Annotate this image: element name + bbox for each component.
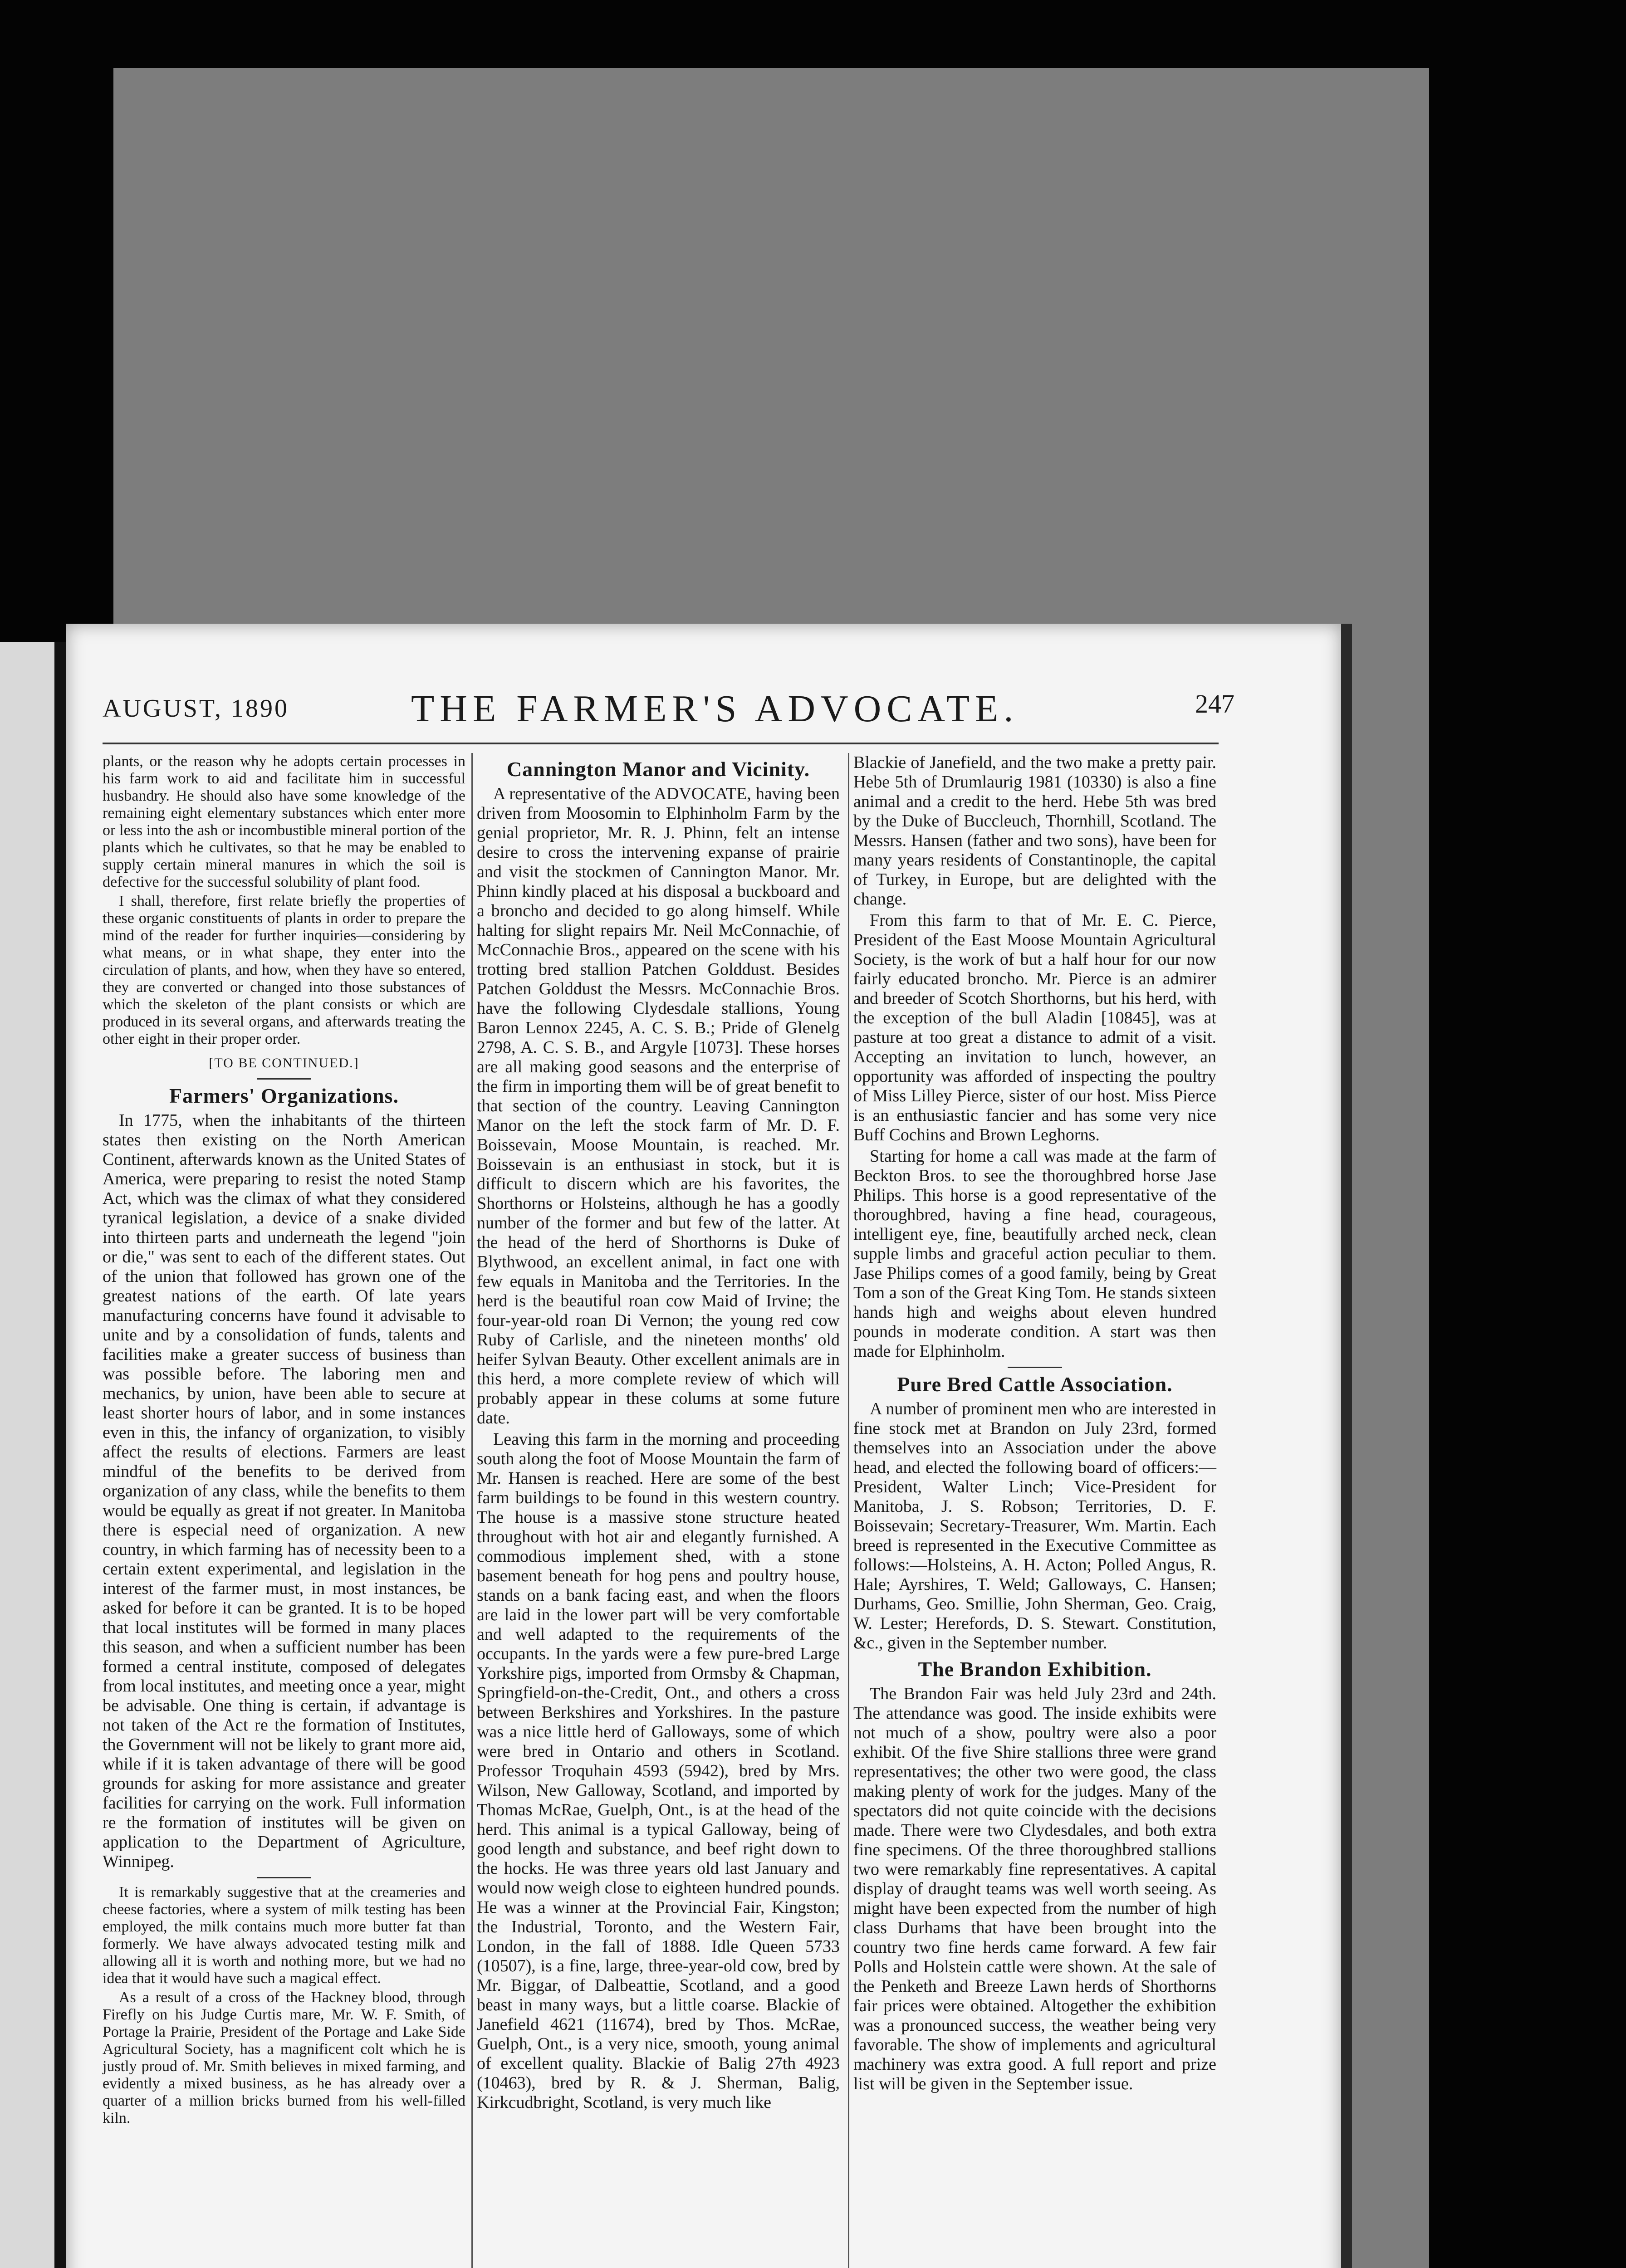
column-1 [103,753,465,2129]
article-heading: The Brandon Exhibition. [918,1657,1152,1681]
column-divider [848,753,849,2268]
article-paragraph: Starting for home a call was made at the farm of Beckton Bros. to see the thoroughbred horse Jase Philips. This horse is a good representative of the thoroughbred, having a fine head, courageous, intelligent eye, fine, beautifully arched neck, clean supple limbs and graceful action peculiar to them. Jase Philips comes of a good family, being by Great Tom a son of the Great King Tom. He stands sixteen hands high and weighs about eleven hundred pounds in moderate condition. A start was then made for Elphinholm. [853,1147,1216,1361]
article-heading: Farmers' Organizations. [169,1084,399,1107]
section-divider [257,1877,311,1878]
column-2 [477,753,840,2114]
page-gutter-shadow [54,642,66,2268]
page-edge-shadow [1341,624,1352,2268]
section-divider [257,1078,311,1080]
article-paragraph: The Brandon Fair was held July 23rd and 24th. The attendance was good. The inside exhibits were not much of a show, poultry were also a poor exhibit. Of the five Shire stallions three were grand representatives; the other two were good, the class making plenty of work for the judges. Many of the spectators did not quite coincide with the decisions made. There were two Clydesdales, and both extra fine specimens. Of the three thoroughbred stallions two were remarkably fine representatives. A capital display of draught teams was well worth seeing. As might have been expected from the number of high class Durhams that have been brought into the country two fine herds came forward. A few fair Polls and Holstein cattle were shown. At the sale of the Penketh and Breeze Lawn herds of Shorthorns fair prices were obtained. Altogether the exhibition was a pronounced success, the weather being very favorable. The show of implements and agricultural machinery was extra good. A full report and prize list will be given in the September issue. [853,1684,1216,2093]
article-heading: Pure Bred Cattle Association. [897,1373,1173,1396]
newspaper-page [66,624,1341,2268]
masthead-rule [103,743,1219,744]
newspaper-title: THE FARMER'S ADVOCATE. [411,688,1019,730]
masthead [66,688,1341,744]
article-paragraph: I shall, therefore, first relate briefly the properties of these organic constituents of plants in order to prepare the mind of the reader for further inquiries—considering by what means, or in what shape, they enter into the circulation of plants, and how, when they have so entered, they are converted or changed into those substances of which the skeleton of the plant consists or which are produced in its several organs, and afterwards treating the other eight in their proper order. [103,893,465,1047]
article-paragraph: Leaving this farm in the morning and proceeding south along the foot of Moose Mountain the farm of Mr. Hansen is reached. Here are some of the best farm buildings to be found in this western country. The house is a massive stone structure heated throughout with hot air and elegantly furnished. A commodious implement shed, with a stone basement beneath for hog pens and poultry house, stands on a bank facing east, and when the floors are laid in the lower part will be very comfortable and well adapted to the requirements of the occupants. In the yards were a few pure-bred Large Yorkshire pigs, imported from Ormsby & Chapman, Springfield-on-the-Credit, Ont., and others a cross between Berkshires and Yorkshires. In the pasture was a nice little herd of Galloways, some of which were bred in Ontario and others in Scotland. Professor Troquhain 4593 (5942), bred by Mrs. Wilson, New Galloway, Scotland, and imported by Thomas McRae, Guelph, Ont., is at the head of the herd. This animal is a typical Galloway, being of good length and substance, and beef right down to the hocks. He was three years old last January and would now weigh close to eighteen hundred pounds. He was a winner at the Provincial Fair, Kingston; the Industrial, Toronto, and the Western Fair, London, in the fall of 1888. Idle Queen 5733 (10507), is a fine, large, three-year-old cow, bred by Mr. Biggar, of Dalbeattie, Scotland, and a good beast in many ways, but a little coarse. Blackie of Janefield 4621 (11674), bred by Thos. McRae, Guelph, Ont., is a very nice, smooth, young animal of excellent quality. Blackie of Balig 27th 4923 (10463), bred by R. & J. Sherman, Balig, Kirkcudbright, Scotland, is very much like [477,1430,840,2112]
article-paragraph: plants, or the reason why he adopts certain processes in his farm work to aid and facilitate him in successful husbandry. He should also have some knowledge of the remaining eight elementary substances which enter more or less into the ash or incombustible mineral portion of the plants which he cultivates, so that he may be enabled to supply certain mineral manures in which the soil is defective for the successful solubility of plant food. [103,753,465,890]
column-3 [853,753,1216,2096]
section-divider [1008,1367,1062,1368]
column-divider [471,753,473,2268]
article-paragraph: From this farm to that of Mr. E. C. Pierce, President of the East Moose Mountain Agricultural Society, is the work of but a half hour for our now fairly educated broncho. Mr. Pierce is an admirer and breeder of Scotch Shorthorns, but his herd, with the exception of the bull Aladin [10845], was at pasture at too great a distance to admit of a visit. Accepting an invitation to lunch, however, an opportunity was afforded of inspecting the poultry of Miss Lilley Pierce, sister of our host. Miss Pierce is an enthusiastic fancier and has some very nice Buff Cochins and Brown Leghorns. [853,911,1216,1144]
previous-page-edge [0,642,54,2268]
article-paragraph: A representative of the ADVOCATE, having been driven from Moosomin to Elphinholm Farm by the genial proprietor, Mr. R. J. Phinn, felt an intense desire to cross the intervening expanse of prairie and visit the stockmen of Cannington Manor. Mr. Phinn kindly placed at his disposal a buckboard and a broncho and decided to go along himself. While halting for slight repairs Mr. Neil McConnachie, of McConnachie Bros., appeared on the scene with his trotting bred stallion Patchen Golddust. Besides Patchen Golddust the Messrs. McConnachie Bros. have the following Clydesdale stallions, Young Baron Lennox 2245, A. C. S. B.; Pride of Glenelg 2798, A. C. S. B., and Argyle [1073]. These horses are all making good seasons and the enterprise of the firm in importing them will be of great benefit to that section of the country. Leaving Cannington Manor on the left the stock farm of Mr. D. F. Boissevain, Moose Mountain, is reached. Mr. Boissevain is an enthusiast in stock, but it is difficult to discern which are his favorites, the Shorthorns or Holsteins, although he has a goodly number of the former and but few of the latter. At the head of the herd of Shorthorns is Duke of Blythwood, an excellent animal, in fact one with few equals in Manitoba and the Territories. In the herd is the beautiful roan cow Maid of Irvine; the four-year-old roan Di Vernon; the young red cow Ruby of Carlisle, and the nineteen months' old heifer Sylvan Beauty. Other excellent animals are in this herd, a more complete review of which will probably appear in these colums at some future date. [477,784,840,1427]
article-paragraph: As a result of a cross of the Hackney blood, through Firefly on his Judge Curtis mare, Mr. W. F. Smith, of Portage la Prairie, President of the Portage and Lake Side Agricultural Society, has a magnificent colt which he is justly proud of. Mr. Smith believes in mixed farming, and evidently a mixed business, as he has already over a quarter of a million bricks burned from his well-filled kiln. [103,1989,465,2126]
page-number: 247 [1195,689,1234,719]
article-paragraph: Blackie of Janefield, and the two make a pretty pair. Hebe 5th of Drumlaurig 1981 (10330) is also a fine animal and a credit to the herd. Hebe 5th was bred by the Duke of Buccleuch, Thornhill, Scotland. The Messrs. Hansen (father and two sons), have been for many years residents of Constantinople, the capital of Turkey, in Europe, but are delighted with the change. [853,753,1216,909]
article-heading: Cannington Manor and Vicinity. [506,758,810,781]
issue-date: AUGUST, 1890 [103,694,289,723]
article-paragraph: A number of prominent men who are interested in fine stock met at Brandon on July 23rd, formed themselves into an Association under the above head, and elected the following board of officers:—President, Walter Linch; Vice-President for Manitoba, J. S. Robson; Territories, D. F. Boissevain; Secretary-Treasurer, Wm. Martin. Each breed is represented in the Executive Committee as follows:—Holsteins, A. H. Acton; Polled Angus, R. Hale; Ayrshires, T. Weld; Galloways, C. Hansen; Durhams, Geo. Smillie, John Sherman, Geo. Craig, W. Lester; Herefords, D. S. Stewart. Constitution, &c., given in the September number. [853,1399,1216,1652]
article-paragraph: In 1775, when the inhabitants of the thirteen states then existing on the North American Continent, afterwards known as the United States of America, were preparing to resist the noted Stamp Act, which was the climax of what they considered tyranical legislation, a device of a snake divided into thirteen parts and underneath the legend "join or die," was sent to each of the different states. Out of the union that followed has grown one of the greatest nations of the earth. Of late years manufacturing concerns have found it advisable to unite and by a consolidation of funds, talents and facilities make a greater success of business than was possible before. The laboring men and mechanics, by union, have been able to secure at least shorter hours of labor, and in some instances even in this, the infancy of organization, to visibly affect the results of elections. Farmers are least mindful of the benefits to be derived from organization of any class, while the benefits to them would be equally as great if not greater. In Manitoba there is especial need of organization. A new country, in which farming has of necessity been to a certain extent experimental, and legislation in the interest of the farmer must, in most instances, be asked for before it can be granted. It is to be hoped that local institutes will be formed in many places this season, and when a sufficient number has been formed a central institute, composed of delegates from local institutes, and meeting once a year, might be advisable. One thing is certain, if advantage is not taken of the Act re the formation of Institutes, the Government will not be likely to grant more aid, while if it is taken advantage of there will be good grounds for asking for more assistance and greater facilities for carrying on the work. Full information re the formation of institutes will be given on application to the Department of Agriculture, Winnipeg. [103,1111,465,1871]
continued-note: [TO BE CONTINUED.] [209,1056,359,1070]
article-paragraph: It is remarkably suggestive that at the creameries and cheese factories, where a system of milk testing has been employed, the milk contains much more butter fat than formerly. We have always advocated testing milk and allowing all it is worth and nothing more, but we had no idea that it would have such a magical effect. [103,1884,465,1987]
